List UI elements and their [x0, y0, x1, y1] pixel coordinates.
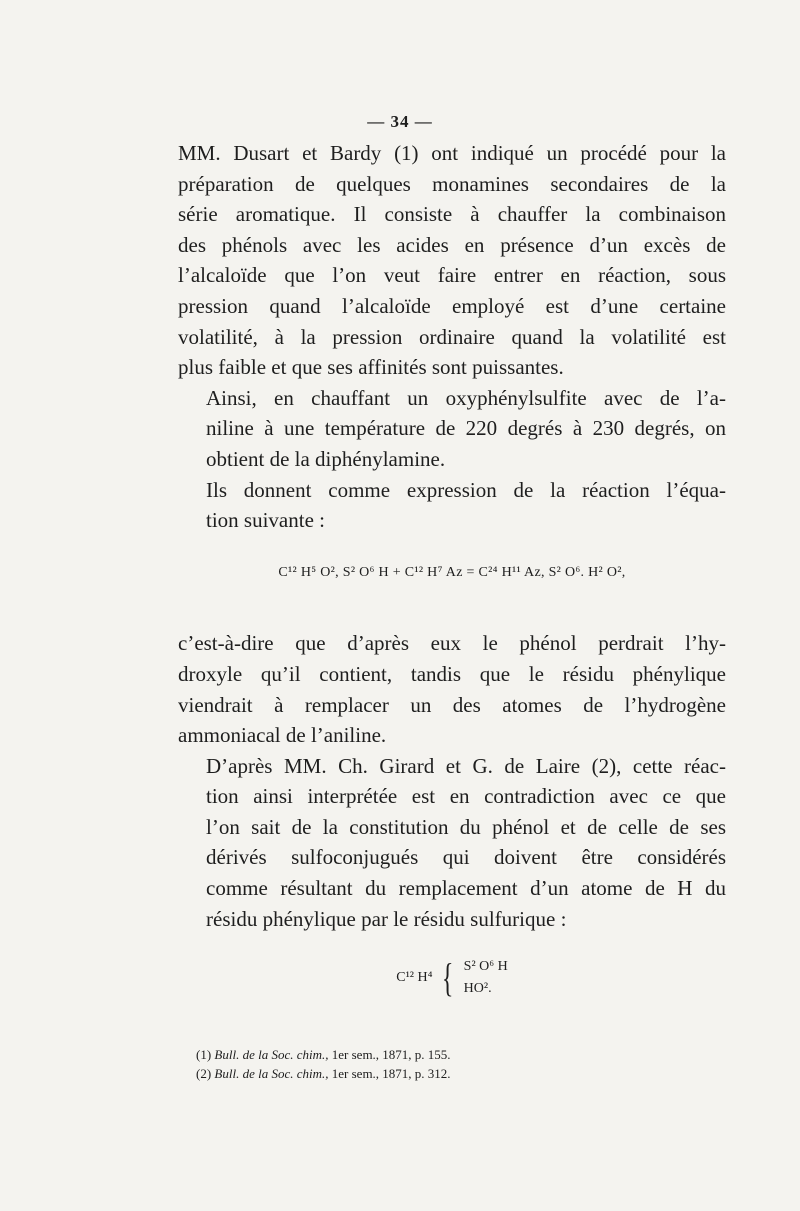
text-line: obtient de la diphénylamine.	[206, 446, 446, 471]
footnote-reference: Bull. de la Soc. chim.,	[214, 1047, 329, 1062]
text-line: préparation de quelques monamines secondaires de la	[178, 171, 726, 196]
text-line: tion ainsi interprétée est en contradiction avec ce que	[206, 784, 726, 809]
footnote	[196, 1064, 636, 1083]
footnote-detail: 1er sem., 1871, p. 155.	[328, 1047, 451, 1062]
text-line: D’après MM. Ch. Girard et G. de Laire (2), cette réac-	[206, 753, 726, 778]
equation-2-left: C¹² H⁴	[396, 969, 433, 985]
text-line: Ils donnent comme expression de la réaction l’équa-	[206, 477, 726, 502]
equation-2	[178, 956, 726, 1000]
equation-1: C¹² H⁵ O², S² O⁶ H + C¹² H⁷ Az = C²⁴ H¹¹ Az, S² O⁶. H² O²,	[278, 564, 626, 580]
text-line: l’alcaloïde que l’on veut faire entrer en réaction, sous	[178, 263, 726, 288]
page-number: — 34 —	[367, 112, 433, 131]
equation-2-stack	[464, 956, 508, 1000]
text-line: dérivés sulfoconjugués qui doivent être considérés	[206, 845, 726, 870]
paragraph	[178, 475, 726, 536]
footnote-number: (1)	[196, 1047, 215, 1062]
text-line: volatilité, à la pression ordinaire quand la volatilité est	[178, 324, 726, 349]
footnote-number: (2)	[196, 1066, 215, 1081]
text-line: viendrait à remplacer un des atomes de l’hydrogène	[178, 692, 726, 717]
text-line: tion suivante :	[206, 508, 325, 533]
text-line: ammoniacal de l’aniline.	[178, 723, 387, 748]
text-line: plus faible et que ses affinités sont puissantes.	[178, 355, 564, 380]
text-line: Ainsi, en chauffant un oxyphénylsulfite avec de l’a-	[206, 385, 726, 410]
brace-symbol: {	[442, 955, 454, 1001]
text-line: niline à une température de 220 degrés à 230 degrés, on	[206, 416, 726, 441]
footnote-reference: Bull. de la Soc. chim.,	[214, 1066, 329, 1081]
text-line: comme résultant du remplacement d’un atome de H du	[206, 876, 726, 901]
text-line: MM. Dusart et Bardy (1) ont indiqué un procédé pour la	[178, 141, 726, 165]
paragraph	[178, 751, 726, 935]
paragraph	[178, 138, 726, 383]
text-line: des phénols avec les acides en présence d’un excès de	[178, 232, 726, 257]
body-text	[178, 138, 726, 1000]
footnote	[196, 1045, 636, 1064]
paragraph	[178, 383, 726, 475]
paragraph-group-1	[178, 138, 726, 536]
text-line: c’est-à-dire que d’après eux le phénol perdrait l’hy-	[178, 631, 726, 656]
equation-2-bottom: HO².	[463, 981, 492, 997]
text-line: droxyle qu’il contient, tandis que le résidu phénylique	[178, 661, 726, 686]
text-line: l’on sait de la constitution du phénol et de celle de ses	[206, 814, 726, 839]
footnote-detail: 1er sem., 1871, p. 312.	[328, 1066, 451, 1081]
equation-2-top: S² O⁶ H	[463, 959, 508, 975]
text-line: résidu phénylique par le résidu sulfurique :	[206, 906, 567, 931]
footnotes	[196, 1045, 636, 1083]
paragraph	[178, 628, 726, 750]
paragraph-group-2	[178, 628, 726, 934]
text-line: série aromatique. Il consiste à chauffer la combinaison	[178, 202, 726, 227]
text-line: pression quand l’alcaloïde employé est d’une certaine	[178, 293, 726, 318]
